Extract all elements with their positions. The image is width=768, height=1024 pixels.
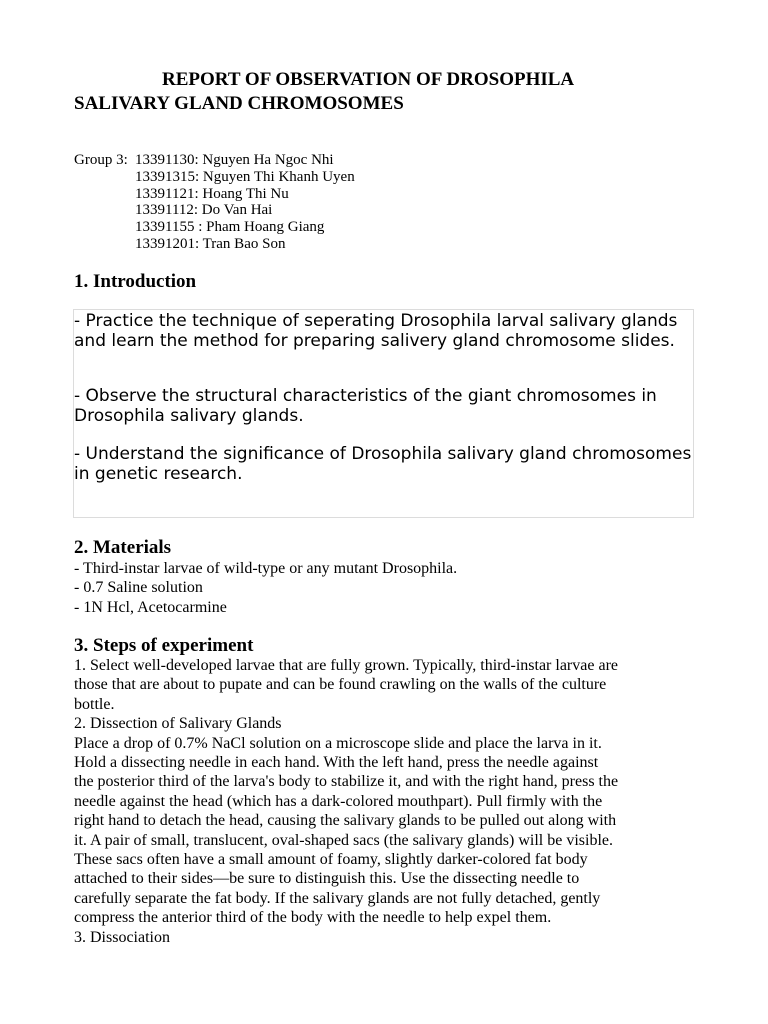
steps-line: it. A pair of small, translucent, oval-shaped sacs (the salivary glands) will be visible. <box>74 831 613 849</box>
group-member: 13391130: Nguyen Ha Ngoc Nhi <box>135 152 334 168</box>
steps-line: right hand to detach the head, causing the salivary glands to be pulled out along with <box>74 812 617 830</box>
steps-line: compress the anterior third of the body with the needle to help expel them. <box>74 909 552 927</box>
steps-line: Hold a dissecting needle in each hand. With the left hand, press the needle against <box>74 754 599 772</box>
steps-line: Place a drop of 0.7% NaCl solution on a microscope slide and place the larva in it. <box>74 734 602 752</box>
introduction-heading: 1. Introduction <box>74 271 197 292</box>
steps-line: those that are about to pupate and can be found crawling on the walls of the culture <box>74 676 607 694</box>
steps-line: bottle. <box>74 695 115 713</box>
group-member: 13391315: Nguyen Thi Khanh Uyen <box>135 168 355 185</box>
steps-line: needle against the head (which has a dark-colored mouthpart). Pull firmly with the <box>74 792 603 810</box>
document-title <box>74 68 694 116</box>
materials-item: - 1N Hcl, Acetocarmine <box>74 598 227 616</box>
steps-body <box>74 656 704 947</box>
introduction-paragraph: - Practice the technique of seperating Drosophila larval salivary glands and learn the method for preparing salivery gland chromosome slides. <box>74 311 678 351</box>
title-line-2: SALIVARY GLAND CHROMOSOMES <box>74 93 404 114</box>
group-member: 13391121: Hoang Thi Nu <box>135 185 289 202</box>
group-member: 13391112: Do Van Hai <box>135 202 273 219</box>
title-line-1: REPORT OF OBSERVATION OF DROSOPHILA <box>162 69 575 90</box>
steps-line: 2. Dissection of Salivary Glands <box>74 715 282 733</box>
introduction-paragraph: - Understand the significance of Drosophila salivary gland chromosomes in genetic research. <box>74 444 692 484</box>
group-label: Group 3: <box>74 152 128 168</box>
steps-line: 1. Select well-developed larvae that are fully grown. Typically, third-instar larvae are <box>74 657 618 674</box>
materials-heading: 2. Materials <box>74 537 172 558</box>
materials-list <box>74 559 704 617</box>
group-member: 13391201: Tran Bao Son <box>135 235 286 252</box>
steps-line: the posterior third of the larva's body to stabilize it, and with the right hand, press the <box>74 773 619 791</box>
steps-heading: 3. Steps of experiment <box>74 635 254 656</box>
introduction-paragraph: - Observe the structural characteristics of the giant chromosomes in Drosophila salivary glands. <box>74 386 657 426</box>
steps-line: These sacs often have a small amount of foamy, slightly darker-colored fat body <box>74 851 588 869</box>
group-member: 13391155 : Pham Hoang Giang <box>135 219 325 236</box>
steps-line: attached to their sides—be sure to distinguish this. Use the dissecting needle to <box>74 870 580 888</box>
group-members-list <box>135 152 355 253</box>
materials-item: - 0.7 Saline solution <box>74 579 203 597</box>
introduction-text-box <box>73 309 694 518</box>
steps-line: carefully separate the fat body. If the salivary glands are not fully detached, gently <box>74 889 601 907</box>
materials-item: - Third-instar larvae of wild-type or any mutant Drosophila. <box>74 560 458 577</box>
steps-line: 3. Dissociation <box>74 928 170 946</box>
